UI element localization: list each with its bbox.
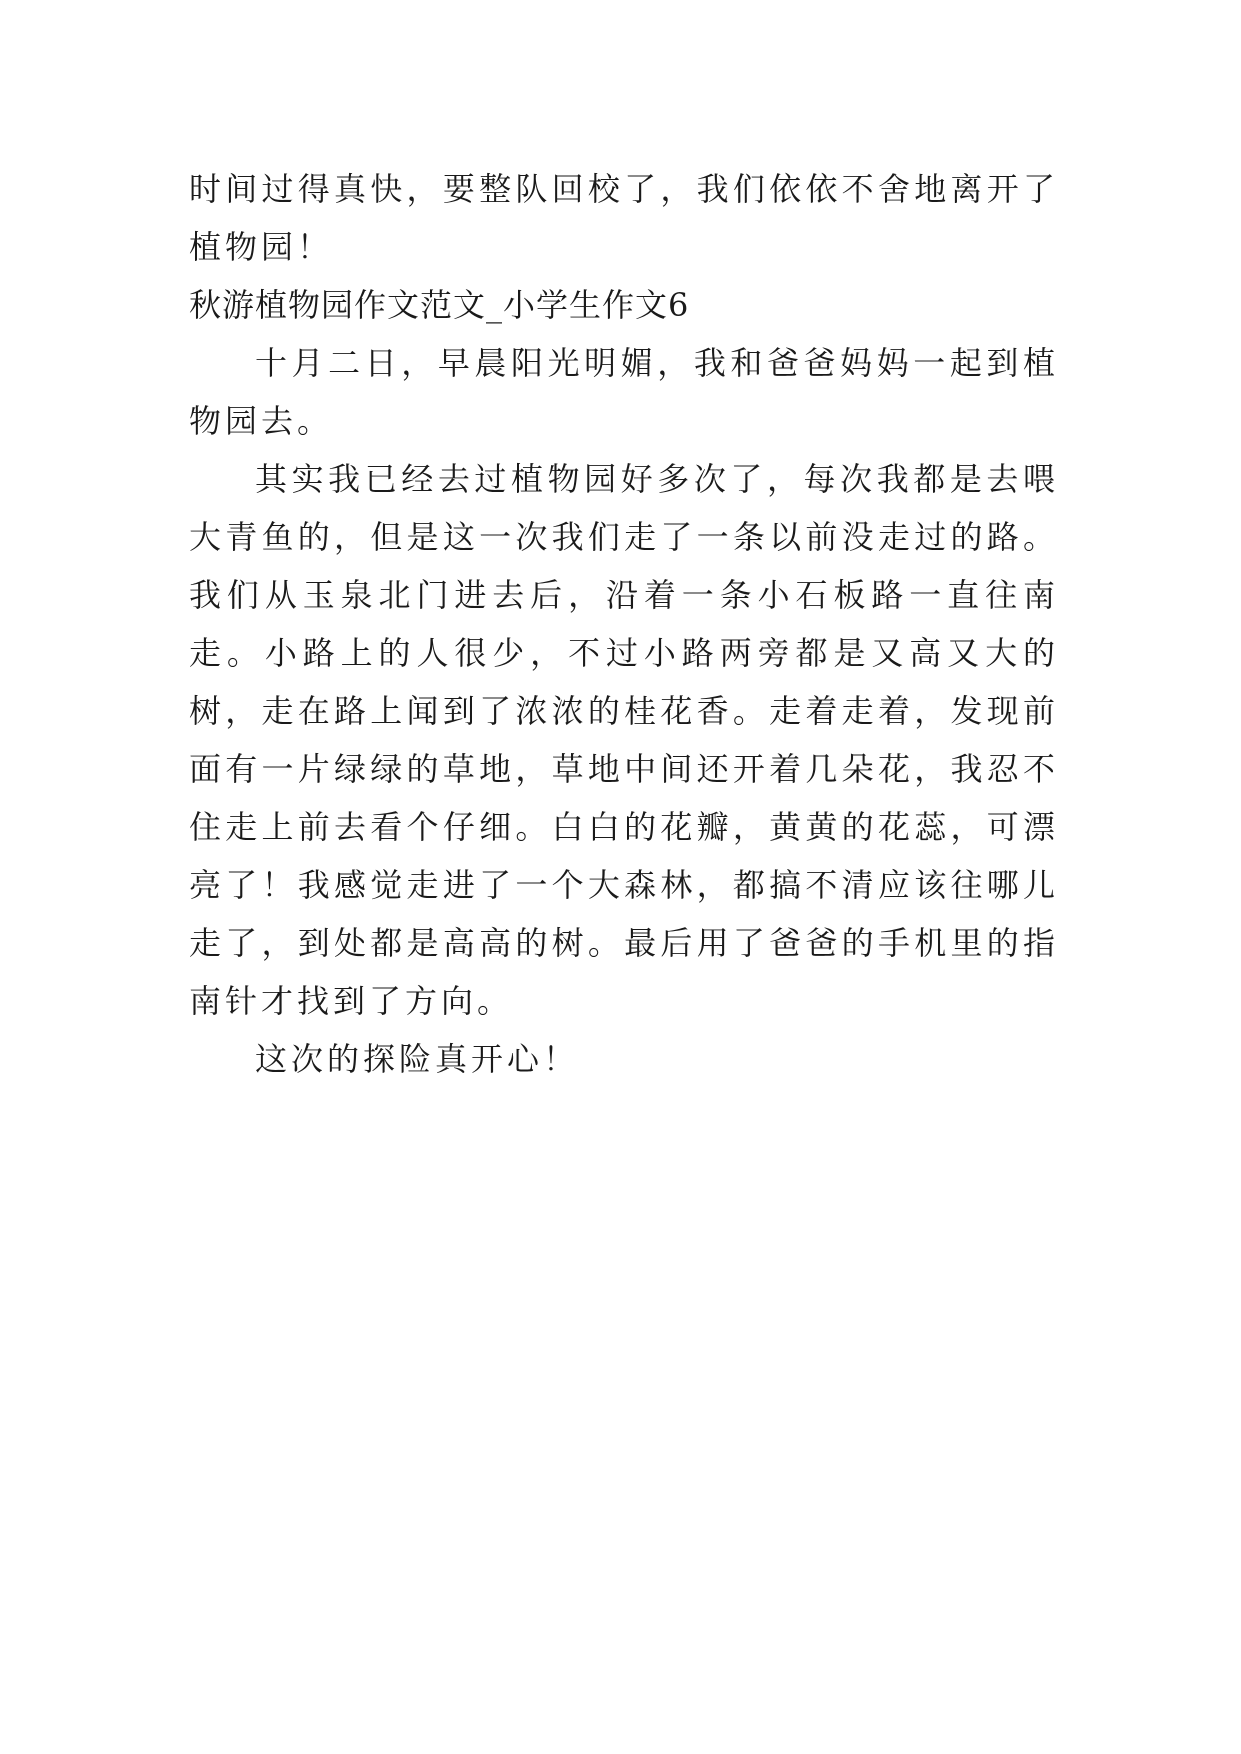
essay-title: 秋游植物园作文范文_小学生作文6 [189,286,690,324]
body-paragraph: 十月二日，早晨阳光明媚，我和爸爸妈妈一起到植物园去。 [189,344,1059,440]
closing-paragraph-previous-essay: 时间过得真快，要整队回校了，我们依依不舍地离开了植物园！ [189,170,1059,266]
body-paragraph: 其实我已经去过植物园好多次了，每次我都是去喂大青鱼的，但是这一次我们走了一条以前没走过的路。我们从玉泉北门进去后，沿着一条小石板路一直往南走。小路上的人很少，不过小路两旁都是又高又大的树，走在路上闻到了浓浓的桂花香。走着走着，发现前面有一片绿绿的草地，草地中间还开着几朵花，我忍不住走上前去看个仔细。白白的花瓣，黄黄的花蕊，可漂亮了！我感觉走进了一个大森林，都搞不清应该往哪儿走了，到处都是高高的树。最后用了爸爸的手机里的指南针才找到了方向。 [189,460,1059,1020]
body-paragraph: 这次的探险真开心！ [255,1040,580,1078]
document-body [189,160,1059,1088]
